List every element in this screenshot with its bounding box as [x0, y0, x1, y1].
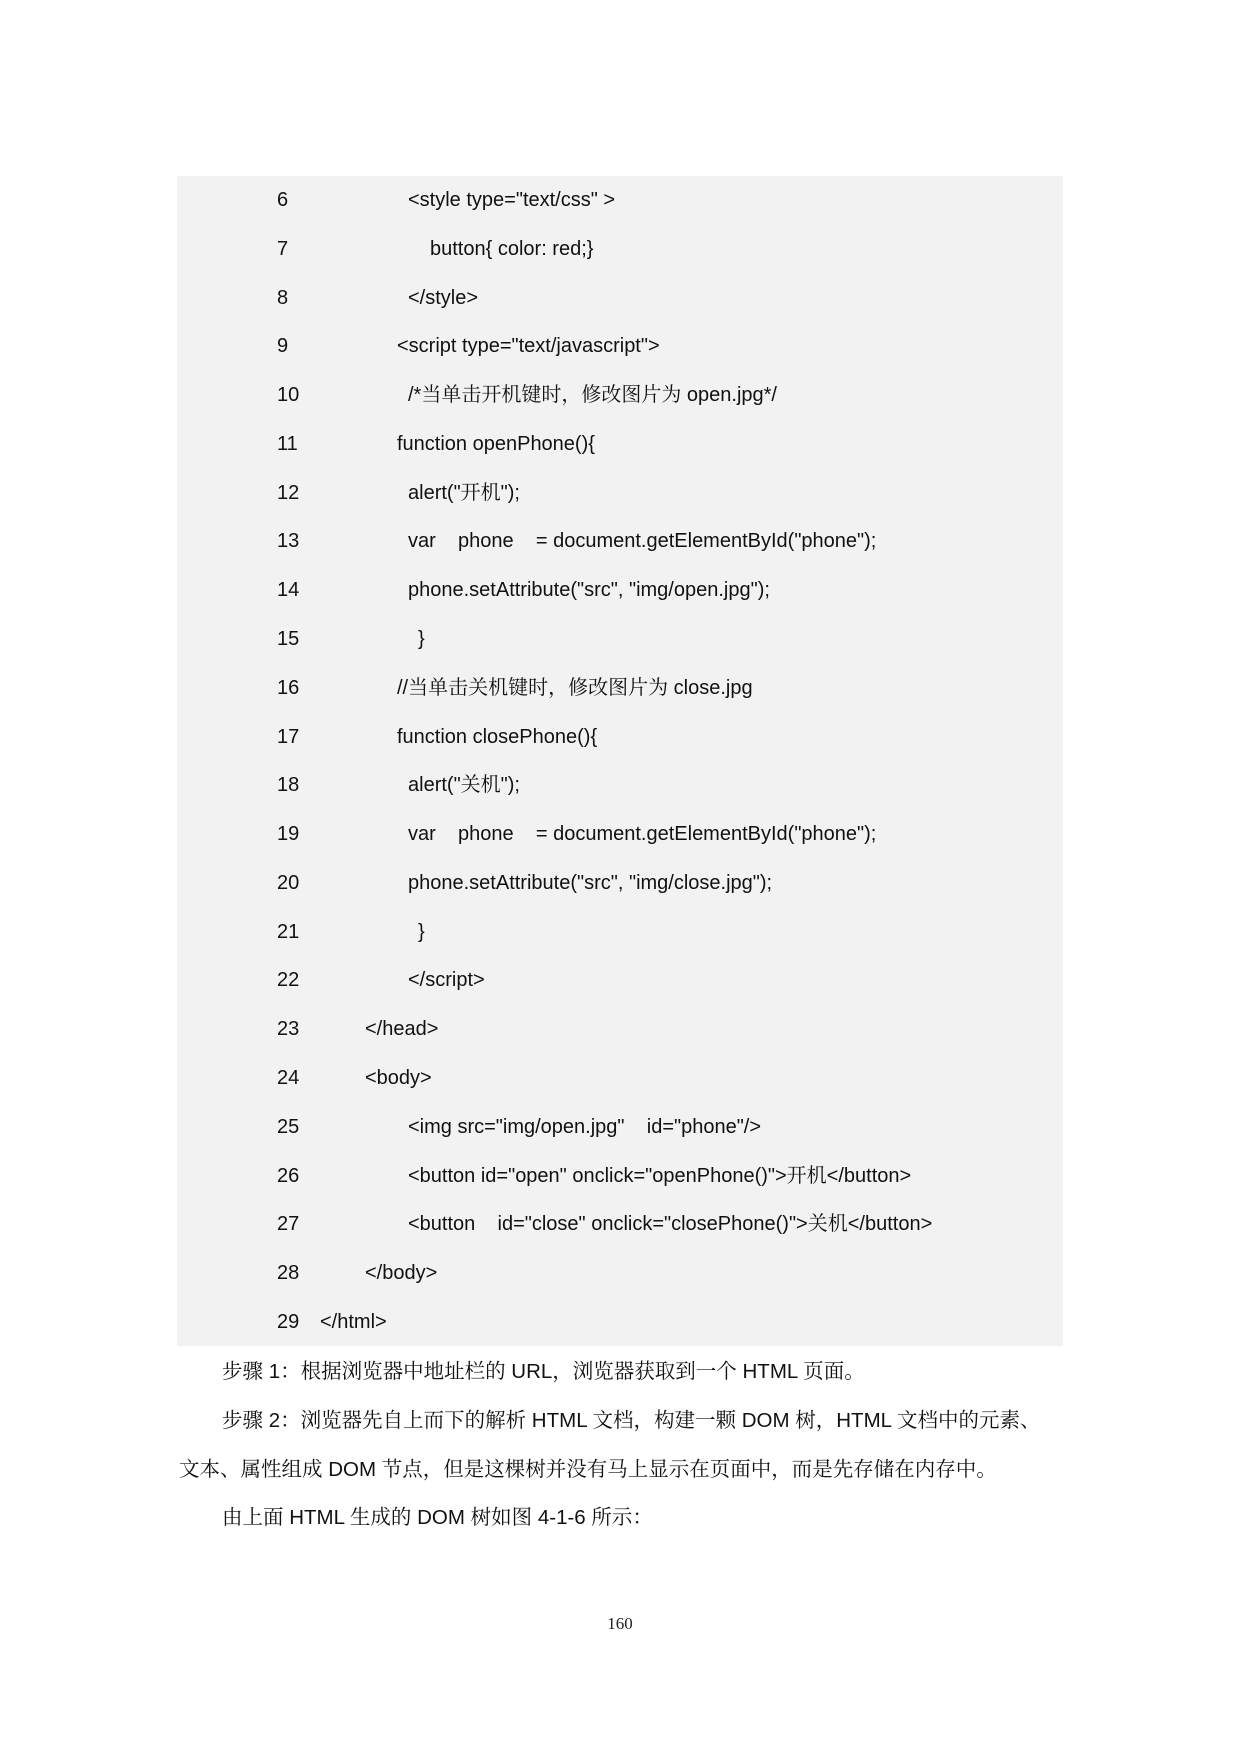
- line-code: </head>: [365, 1018, 439, 1041]
- line-number: 21: [277, 920, 300, 943]
- line-code: var phone = document.getElementById("phone");: [408, 530, 877, 553]
- code-line: [177, 722, 1063, 752]
- line-number: 9: [277, 335, 289, 358]
- line-number: 27: [277, 1213, 300, 1236]
- code-line: [177, 185, 1063, 215]
- code-line: [177, 283, 1063, 313]
- line-code: button{ color: red;}: [430, 237, 594, 260]
- line-number: 18: [277, 774, 300, 797]
- line-code: }: [418, 920, 425, 943]
- code-line: [177, 868, 1063, 898]
- line-code: phone.setAttribute("src", "img/open.jpg");: [408, 579, 770, 602]
- line-number: 6: [277, 189, 289, 211]
- line-code: var phone = document.getElementById("phone");: [408, 823, 877, 846]
- line-code: <body>: [365, 1067, 432, 1090]
- line-code: function closePhone(){: [397, 725, 598, 748]
- code-line: [177, 575, 1063, 605]
- code-line: [177, 526, 1063, 556]
- paragraph-step-1: 步骤 1：根据浏览器中地址栏的 URL，浏览器获取到一个 HTML 页面。: [222, 1360, 865, 1383]
- paragraph-step-2-line-1: 步骤 2：浏览器先自上而下的解析 HTML 文档，构建一颗 DOM 树，HTML 文档中的元素、: [222, 1409, 1041, 1432]
- line-code: phone.setAttribute("src", "img/close.jpg");: [408, 871, 773, 894]
- line-code: <button id="open" onclick="openPhone()">开机</button>: [408, 1164, 912, 1187]
- code-line: [177, 1161, 1063, 1191]
- code-listing: [177, 176, 1063, 1346]
- line-number: 15: [277, 628, 300, 651]
- line-code: <style type="text/css" >: [408, 189, 616, 211]
- code-line: [177, 429, 1063, 459]
- line-code: </html>: [320, 1310, 387, 1333]
- line-number: 29: [277, 1310, 300, 1333]
- line-code: /*当单击开机键时，修改图片为 open.jpg*/: [408, 384, 777, 407]
- line-code: }: [418, 628, 425, 651]
- line-number: 17: [277, 725, 300, 748]
- code-line: [177, 331, 1063, 361]
- line-number: 11: [277, 432, 298, 455]
- line-number: 14: [277, 579, 300, 602]
- line-code: alert("开机");: [408, 481, 520, 504]
- line-code: //当单击关机键时，修改图片为 close.jpg: [397, 676, 753, 699]
- line-number: 10: [277, 384, 300, 407]
- line-code: <img src="img/open.jpg" id="phone"/>: [408, 1115, 762, 1138]
- line-code: <button id="close" onclick="closePhone()">关机</button>: [408, 1213, 933, 1236]
- line-number: 12: [277, 481, 300, 504]
- code-line: [177, 1112, 1063, 1142]
- line-number: 8: [277, 286, 289, 309]
- line-code: <script type="text/javascript">: [397, 335, 660, 358]
- code-line: [177, 673, 1063, 703]
- line-code: </style>: [408, 286, 479, 309]
- paragraph-figure-reference: 由上面 HTML 生成的 DOM 树如图 4-1-6 所示：: [222, 1506, 653, 1529]
- code-line: [177, 770, 1063, 800]
- page-number: 160: [607, 1614, 633, 1633]
- line-number: 19: [277, 823, 300, 846]
- code-line: [177, 1014, 1063, 1044]
- code-line: [177, 965, 1063, 995]
- line-number: 28: [277, 1262, 300, 1285]
- line-number: 7: [277, 237, 289, 260]
- code-line: [177, 1258, 1063, 1288]
- paragraph-step-2-line-2: 文本、属性组成 DOM 节点，但是这棵树并没有马上显示在页面中，而是先存储在内存中。: [179, 1458, 997, 1481]
- line-number: 26: [277, 1164, 300, 1187]
- code-line: [177, 819, 1063, 849]
- line-number: 20: [277, 871, 300, 894]
- code-line: [177, 1209, 1063, 1239]
- line-number: 23: [277, 1018, 300, 1041]
- code-line: [177, 380, 1063, 410]
- line-number: 16: [277, 676, 300, 699]
- line-number: 25: [277, 1115, 300, 1138]
- line-code: </body>: [365, 1262, 438, 1285]
- code-line: [177, 1307, 1063, 1337]
- code-line: [177, 917, 1063, 947]
- line-number: 24: [277, 1067, 300, 1090]
- code-line: [177, 234, 1063, 264]
- line-code: </script>: [408, 969, 485, 992]
- code-line: [177, 624, 1063, 654]
- line-number: 22: [277, 969, 300, 992]
- code-line: [177, 478, 1063, 508]
- code-line: [177, 1063, 1063, 1093]
- line-code: function openPhone(){: [397, 432, 595, 455]
- line-number: 13: [277, 530, 300, 553]
- line-code: alert("关机");: [408, 774, 520, 797]
